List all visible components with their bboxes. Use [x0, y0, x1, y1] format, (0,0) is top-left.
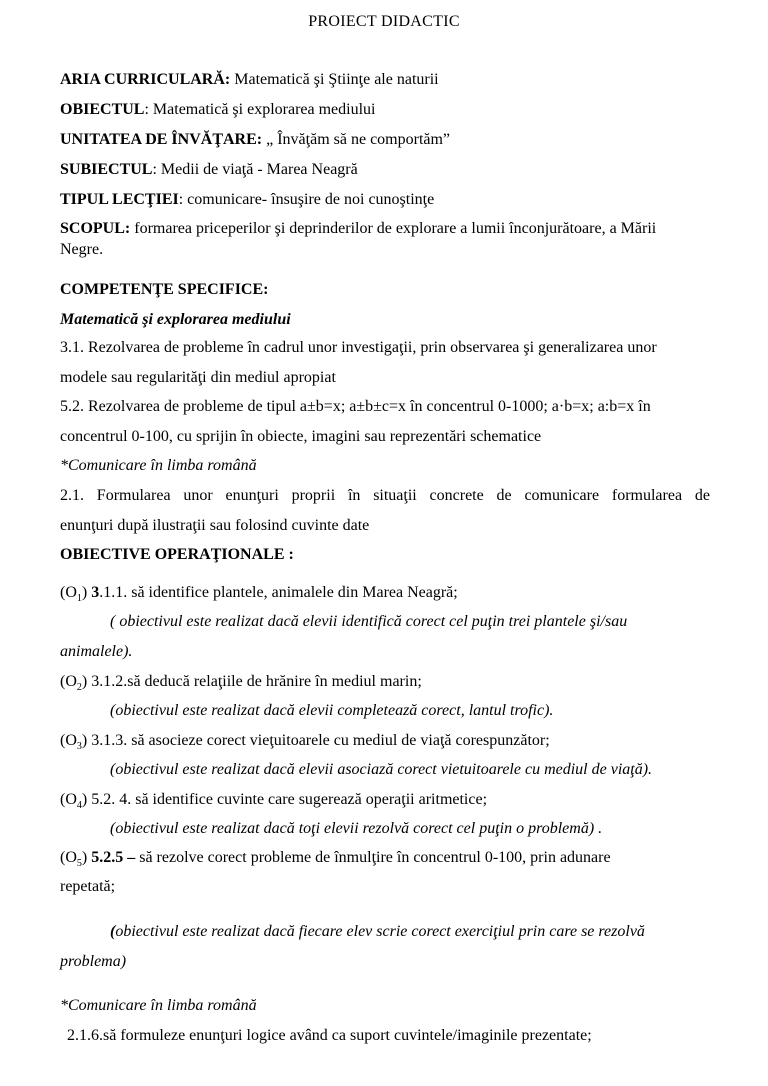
obiectiv-text: să rezolve corect probleme de înmulţire în concentrul 0-100, prin adunare: [135, 849, 611, 866]
field-value: „ Învăţăm să ne comportăm”: [262, 131, 451, 148]
justified-word: în: [347, 487, 361, 504]
field-value: : comunicare- însuşire de noi cunoştinţe: [178, 191, 435, 208]
obiectiv-o5-eval-cont: problema): [60, 953, 127, 970]
justified-word: Formularea: [96, 487, 171, 504]
obiectiv-o2: [60, 672, 422, 698]
competenta-3-1: 3.1. Rezolvarea de probleme în cadrul unor investigaţii, prin observarea şi generalizarea unor: [60, 339, 657, 356]
justified-word: comunicare: [524, 487, 600, 504]
justified-word: de: [496, 487, 512, 504]
obiectiv-label-close: ): [81, 849, 92, 866]
obiectiv-o3: [60, 731, 550, 757]
field-aria: [60, 70, 439, 90]
competente-heading: COMPETENŢE SPECIFICE:: [60, 281, 269, 298]
field-unitatea: [60, 130, 450, 150]
obiectiv-label: (O: [60, 732, 77, 749]
obiectiv-o1-eval-cont: animalele).: [60, 643, 133, 660]
obiectiv-label: (O: [60, 673, 77, 690]
field-scopul: [60, 219, 656, 239]
field-label: TIPUL LECŢIEI: [60, 191, 179, 208]
obiective-heading: OBIECTIVE OPERAŢIONALE :: [60, 546, 294, 563]
obiectiv-text: ) 5.2. 4. să identifice cuvinte care sugerează operaţii aritmetice;: [81, 791, 488, 808]
field-obiectul: [60, 100, 376, 120]
obiectiv-2-1-6: 2.1.6.să formuleze enunţuri logice având ca suport cuvintele/imaginile prezentate;: [67, 1027, 592, 1044]
justified-word: de: [694, 487, 710, 504]
obiectiv-o5-eval: [110, 922, 645, 942]
comunicare-heading-2: *Comunicare în limba română: [60, 997, 257, 1014]
field-label: SUBIECTUL: [60, 161, 153, 178]
obiectiv-label: (O: [60, 584, 77, 601]
obiectiv-label-close: ): [81, 584, 92, 601]
eval-text: obiectivul este realizat dacă fiecare elev scrie corect exerciţiul prin care se rezolvă: [115, 923, 645, 940]
obiectiv-index: 3: [76, 741, 82, 753]
field-value: : Matematică şi explorarea mediului: [144, 101, 376, 118]
competenta-3-1-cont: modele sau regularităţi din mediul apropiat: [60, 369, 336, 386]
obiectiv-label: (O: [60, 791, 77, 808]
eval-paren: (: [110, 923, 116, 940]
field-value: Matematică şi Ştiinţe ale naturii: [230, 71, 439, 88]
obiectiv-index: 1: [76, 593, 82, 605]
scop-continuation: Negre.: [60, 241, 104, 258]
justified-word: formularea: [611, 487, 683, 504]
obiectiv-o1-eval: ( obiectivul este realizat dacă elevii identifică corect cel puţin trei plantele şi/sau: [110, 613, 628, 630]
justified-word: proprii: [291, 487, 336, 504]
obiectiv-index: 4: [76, 800, 82, 812]
justified-word: enunţuri: [225, 487, 279, 504]
obiectiv-o1: [60, 583, 458, 609]
obiectiv-o5: [60, 848, 611, 874]
justified-word: situaţii: [373, 487, 417, 504]
field-tipul: [60, 190, 434, 210]
obiectiv-o2-eval: (obiectivul este realizat dacă elevii completează corect, lantul trofic).: [110, 702, 554, 719]
competenta-5-2: 5.2. Rezolvarea de probleme de tipul a±b=x; a±b±c=x în concentrul 0-1000; a·b=x; a:b=x în: [60, 398, 651, 415]
obiectiv-label: (O: [60, 849, 77, 866]
competenta-2-1: [60, 486, 710, 506]
obiectiv-index: 2: [76, 682, 82, 694]
field-value: formarea priceperilor şi deprinderilor de explorare a lumii înconjurătoare, a Mării: [130, 220, 657, 237]
obiectiv-o3-eval: (obiectivul este realizat dacă elevii asociază corect vietuitoarele cu mediul de viaţă).: [110, 761, 653, 778]
justified-word: concrete: [429, 487, 484, 504]
obiectiv-text: ) 3.1.2.să deducă relaţiile de hrănire în mediul marin;: [81, 673, 422, 690]
obiectiv-text: ) 3.1.3. să asocieze corect vieţuitoarele cu mediul de viaţă corespunzător;: [81, 732, 550, 749]
field-label: OBIECTUL: [60, 101, 145, 118]
comunicare-heading: *Comunicare în limba română: [60, 457, 257, 474]
field-label: ARIA CURRICULARĂ:: [60, 71, 231, 88]
field-label: SCOPUL:: [60, 220, 131, 237]
competenta-2-1-cont: enunţuri după ilustraţii sau folosind cuvinte date: [60, 517, 370, 534]
obiectiv-code: 3: [91, 584, 100, 601]
justified-word: 2.1.: [60, 487, 84, 504]
obiectiv-o4: [60, 790, 487, 816]
field-label: UNITATEA DE ÎNVĂŢARE:: [60, 131, 263, 148]
obiectiv-text: .1.1. să identifice plantele, animalele din Marea Neagră;: [99, 584, 458, 601]
obiectiv-o5-cont: repetată;: [60, 878, 116, 895]
field-value: : Medii de viaţă - Marea Neagră: [152, 161, 358, 178]
field-subiectul: [60, 160, 358, 180]
obiectiv-o4-eval: (obiectivul este realizat dacă toţi elevii rezolvă corect cel puţin o problemă) .: [110, 820, 603, 837]
competenta-5-2-cont: concentrul 0-100, cu sprijin în obiecte, imagini sau reprezentări schematice: [60, 428, 542, 445]
mate-heading: Matematică şi explorarea mediului: [60, 311, 291, 328]
page-title: PROIECT DIDACTIC: [308, 13, 460, 30]
justified-word: unor: [183, 487, 213, 504]
obiectiv-index: 5: [76, 858, 82, 870]
obiectiv-code: 5.2.5 –: [91, 849, 136, 866]
